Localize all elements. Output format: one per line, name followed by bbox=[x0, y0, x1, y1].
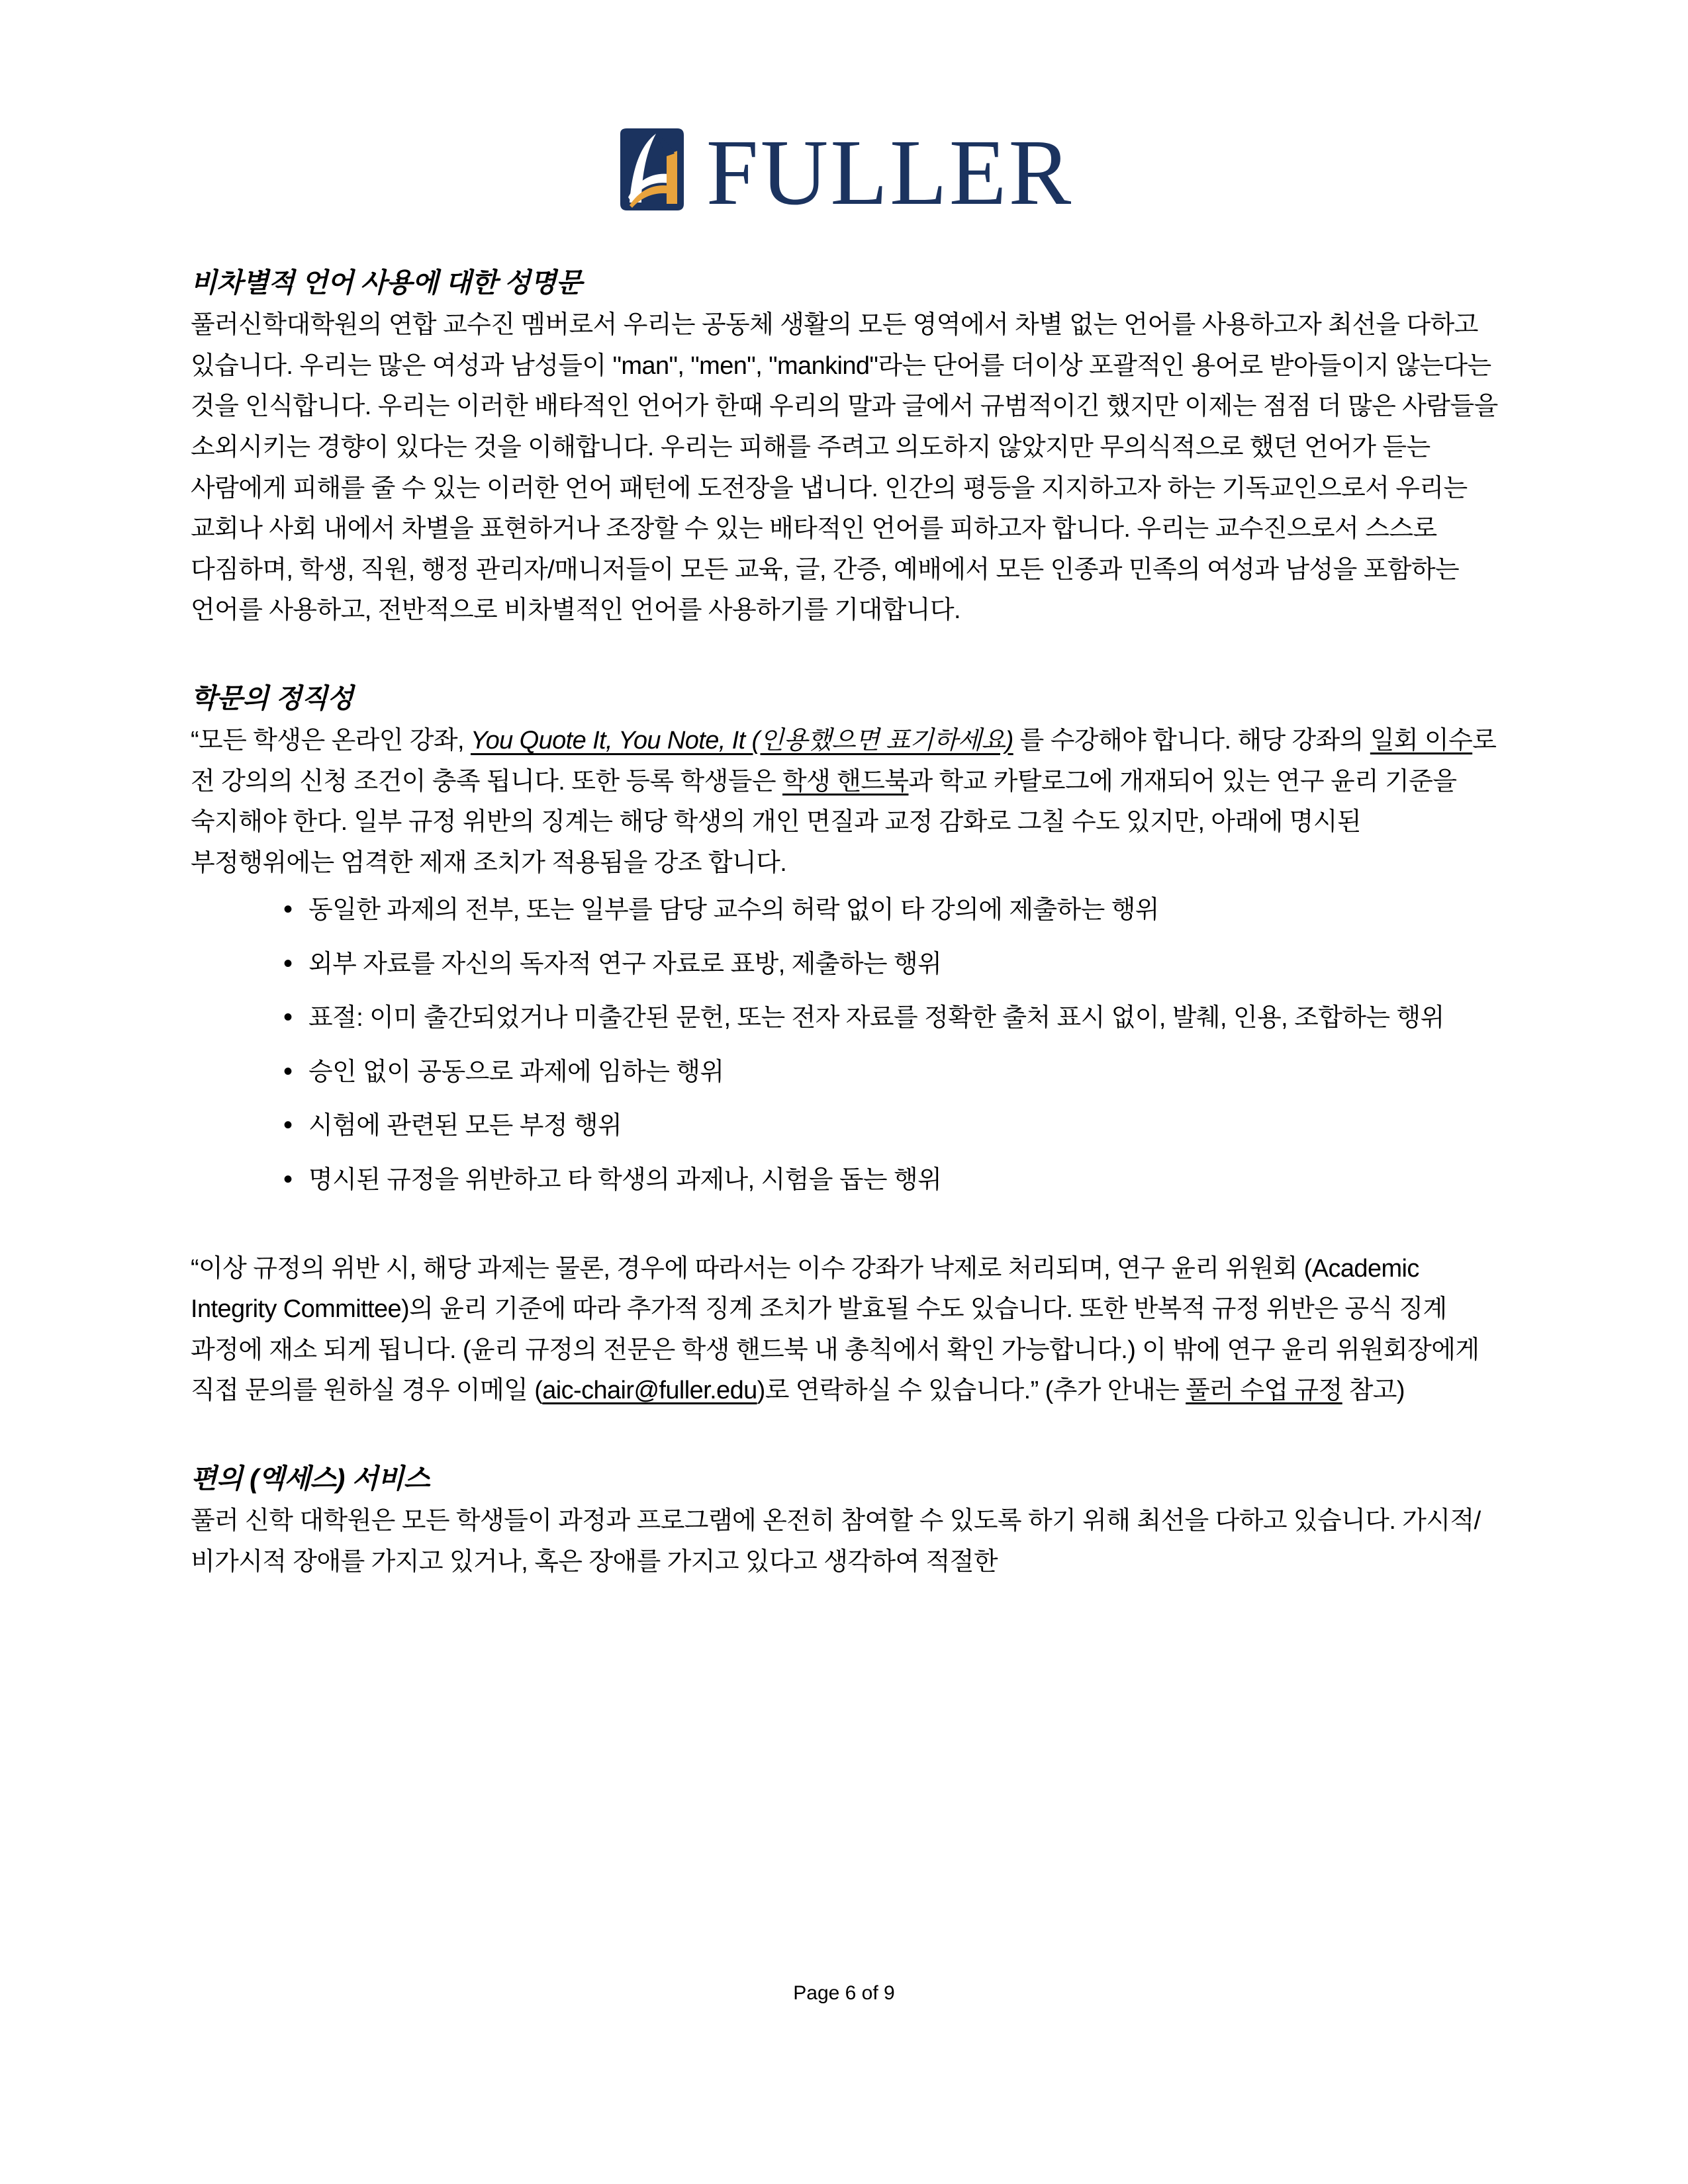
closing-text-part3: 참고) bbox=[1342, 1377, 1405, 1405]
spacer bbox=[191, 631, 1503, 680]
closing-text-part2: )로 연락하실 수 있습니다.” (추가 안내는 bbox=[757, 1377, 1186, 1405]
open-book-logo-icon bbox=[615, 128, 689, 210]
intro-text-part4: 과 학교 카탈로그에 개재되어 있는 연구 윤리 기준을 숙지해야 한다. 일부 규정 위반의 징계는 해당 학생의 개인 면질과 교정 감화로 그칠 수도 있지만, 아래에 명시된 부정행위에는 엄격한 제재 조치가 적용됨을 강조 합니다. bbox=[191, 767, 1457, 877]
section-heading-inclusive-language: 비차별적 언어 사용에 대한 성명문 bbox=[191, 267, 583, 298]
academic-integrity-closing bbox=[191, 1249, 1503, 1412]
section-heading-access-services: 편의 (엑세스) 서비스 bbox=[191, 1463, 430, 1494]
list-item: • 동일한 과제의 전부, 또는 일부를 담당 교수의 허락 없이 타 강의에 제출하는 행위 bbox=[278, 890, 1503, 931]
closing-text-part1: “이상 규정의 위반 시, 해당 과제는 물론, 경우에 따라서는 이수 강좌가 낙제로 처리되며, 연구 윤리 위원회 (Academic Integrity Committee)의 윤리 기준에 따라 추가적 징계 조치가 발효될 수도 있습니다. 또한 반복적 규정 위반은 공식 징계 과정에 재소 되게 됩니다. (윤리 규정의 전문은 학생 핸드북 내 총칙에서 확인 가능합니다.) 이 밖에 연구 윤리 위원회장에게 직접 문의를 원하실 경우 이메일 ( bbox=[191, 1254, 1479, 1405]
list-item: • 표절: 이미 출간되었거나 미출간된 문헌, 또는 전자 자료를 정확한 출처 표시 없이, 발췌, 인용, 조합하는 행위 bbox=[278, 998, 1503, 1039]
list-item: • 외부 자료를 자신의 독자적 연구 자료로 표방, 제출하는 행위 bbox=[278, 944, 1503, 985]
section-paragraph-access-services: 풀러 신학 대학원은 모든 학생들이 과정과 프로그램에 온전히 참여할 수 있도록 하기 위해 최선을 다하고 있습니다. 가시적/비가시적 장애를 가지고 있거나, 혹은 장애를 가지고 있다고 생각하여 적절한 bbox=[191, 1507, 1481, 1576]
spacer bbox=[191, 1412, 1503, 1461]
page-footer bbox=[0, 1982, 1688, 2005]
fuller-class-policy-link[interactable]: 풀러 수업 규정 bbox=[1186, 1377, 1342, 1405]
intro-text-part2: 를 수강해야 합니다. 해당 강좌의 bbox=[1013, 727, 1370, 755]
section-paragraph-inclusive-language: 풀러신학대학원의 연합 교수진 멤버로서 우리는 공동체 생활의 모든 영역에서 차별 없는 언어를 사용하고자 최선을 다하고 있습니다. 우리는 많은 여성과 남성들이 "man", "men", "mankind"라는 단어를 더이상 포괄적인 용어로 받아들이지 않는다는 것을 인식합니다. 우리는 이러한 배타적인 언어가 한때 우리의 말과 글에서 규범적이긴 했지만 이제는 점점 더 많은 사람들을 소외시키는 경향이 있다는 것을 이해합니다. 우리는 피해를 주려고 의도하지 않았지만 무의식적으로 했던 언어가 듣는 사람에게 피해를 줄 수 있는 이러한 언어 패턴에 도전장을 냅니다. 인간의 평등을 지지하고자 하는 기독교인으로서 우리는 교회나 사회 내에서 차별을 표현하거나 조장할 수 있는 배타적인 언어를 피하고자 합니다. 우리는 교수진으로서 스스로 다짐하며, 학생, 직원, 행정 관리자/매니저들이 모든 교육, 글, 간증, 예배에서 모든 인종과 민족의 여성과 남성을 포함하는 언어를 사용하고, 전반적으로 비차별적인 언어를 사용하기를 기대합니다. bbox=[191, 311, 1498, 625]
once-completion-link[interactable]: 일회 이수 bbox=[1370, 727, 1473, 755]
fuller-wordmark: FULLER bbox=[706, 120, 1074, 224]
list-item: • 시험에 관련된 모든 부정 행위 bbox=[278, 1106, 1503, 1147]
intro-text-part3: 로 전 강의의 신청 조건이 충족 됩니다. 또한 등록 학생들은 bbox=[191, 727, 1497, 796]
fuller-logo bbox=[0, 120, 1688, 224]
course-title-link[interactable]: You Quote It, You Note, It (인용했으면 표기하세요) bbox=[470, 727, 1013, 755]
list-item: • 승인 없이 공동으로 과제에 임하는 행위 bbox=[278, 1052, 1503, 1093]
intro-text-part1: “모든 학생은 온라인 강좌, bbox=[191, 727, 471, 755]
student-handbook-link[interactable]: 학생 핸드북 bbox=[782, 767, 909, 796]
spacer bbox=[191, 1214, 1503, 1249]
aic-chair-email-link[interactable]: aic-chair@fuller.edu bbox=[542, 1377, 757, 1405]
list-item: • 명시된 규정을 위반하고 타 학생의 과제나, 시험을 돕는 행위 bbox=[278, 1160, 1503, 1201]
section-heading-academic-integrity: 학문의 정직성 bbox=[191, 682, 353, 713]
page-number-label: Page 6 of 9 bbox=[793, 1982, 895, 2004]
misconduct-list bbox=[191, 890, 1503, 1201]
document-body bbox=[191, 265, 1503, 1582]
academic-integrity-intro bbox=[191, 721, 1503, 884]
